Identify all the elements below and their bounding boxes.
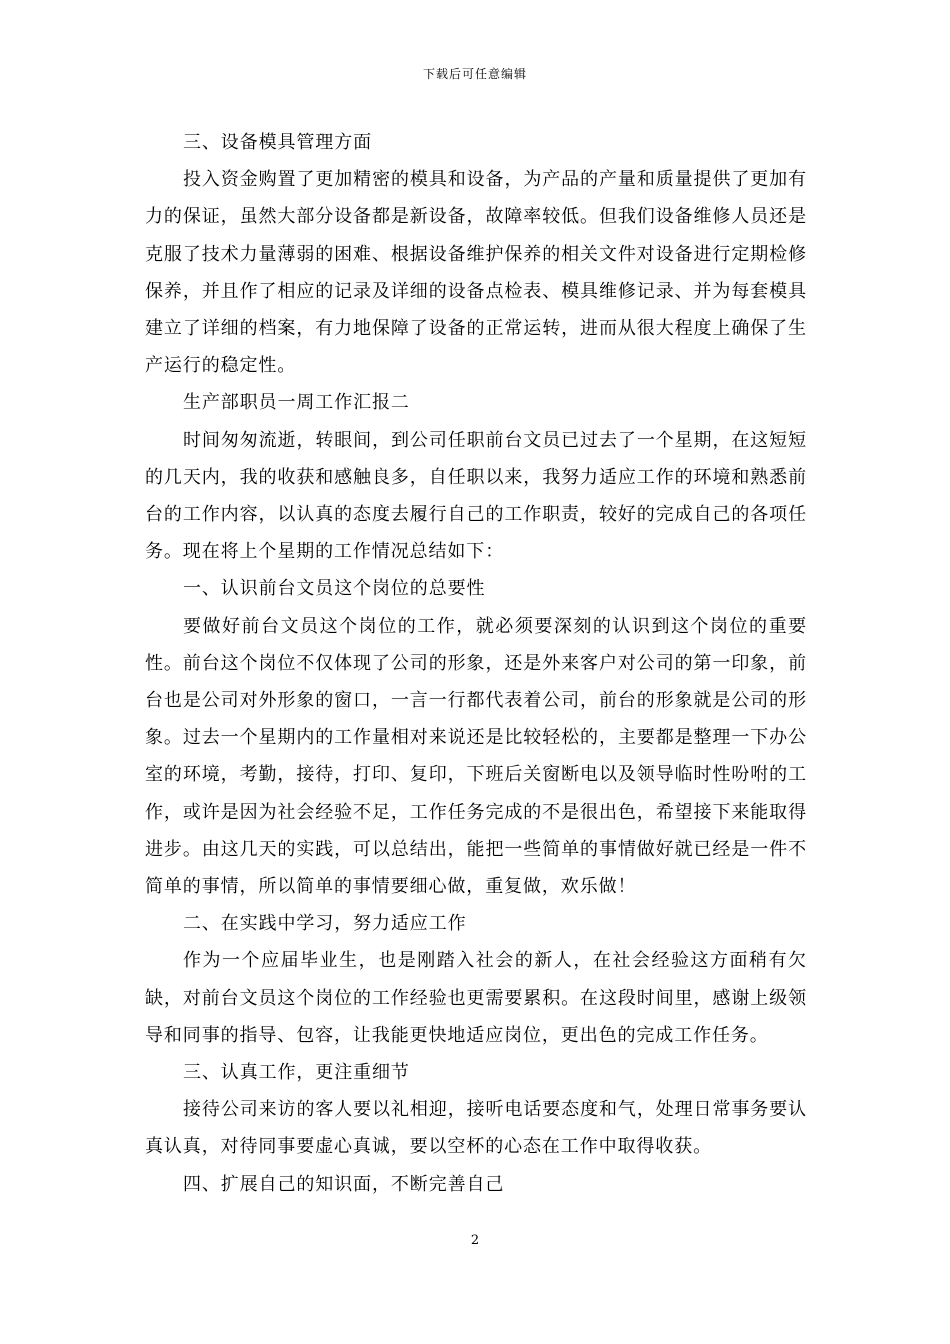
paragraph-1: 要做好前台文员这个岗位的工作，就必须要深刻的认识到这个岗位的重要性。前台这个岗位不仅体现了公司的形象，还是外来客户对公司的第一印象，前台也是公司对外形象的窗口，一言一行都代表着公司，前台的形象就是公司的形象。过去一个星期内的工作量相对来说还是比较轻松的，主要都是整理一下办公室的环境，考勤，接待，打印、复印，下班后关窗断电以及领导临时性吩咐的工作，或许是因为社会经验不足，工作任务完成的不是很出色，希望接下来能取得进步。由这几天的实践，可以总结出，能把一些简单的事情做好就已经是一件不简单的事情，所以简单的事情要细心做，重复做，欢乐做！	[145, 615, 807, 898]
paragraph-intro: 时间匆匆流逝，转眼间，到公司任职前台文员已过去了一个星期，在这短短的几天内，我的收获和感触良多，自任职以来，我努力适应工作的环境和熟悉前台的工作内容，以认真的态度去履行自己的工作职责，较好的完成自己的各项任务。现在将上个星期的工作情况总结如下：	[145, 429, 807, 563]
page-header: 下载后可任意编辑	[422, 67, 527, 81]
section-heading-3: 三、认真工作，更注重细节	[183, 1062, 410, 1084]
section-heading-4: 四、扩展自己的知识面，不断完善自己	[183, 1173, 505, 1195]
section-heading-1: 一、认识前台文员这个岗位的总要性	[183, 578, 486, 600]
page-number: 2	[470, 1233, 480, 1248]
section-heading-2: 二、在实践中学习，努力适应工作	[183, 913, 467, 935]
paragraph-3: 接待公司来访的客人要以礼相迎，接听电话要态度和气，处理日常事务要认真认真，对待同事要虚心真诚，要以空杯的心态在工作中取得收获。	[145, 1099, 807, 1158]
section-heading-equipment: 三、设备模具管理方面	[183, 132, 372, 153]
paragraph-equipment: 投入资金购置了更加精密的模具和设备，为产品的产量和质量提供了更加有力的保证，虽然大部分设备都是新设备，故障率较低。但我们设备维修人员还是克服了技术力量薄弱的困难、根据设备维护保养的相关文件对设备进行定期检修保养，并且作了相应的记录及详细的设备点检表、模具维修记录、并为每套模具建立了详细的档案，有力地保障了设备的正常运转，进而从很大程度上确保了生产运行的稳定性。	[145, 169, 807, 377]
paragraph-2: 作为一个应届毕业生，也是刚踏入社会的新人，在社会经验这方面稍有欠缺，对前台文员这个岗位的工作经验也更需要累积。在这段时间里，感谢上级领导和同事的指导、包容，让我能更快地适应岗位，更出色的完成工作任务。	[145, 950, 807, 1046]
report-title: 生产部职员一周工作汇报二	[183, 392, 410, 414]
document-body	[145, 124, 807, 1203]
